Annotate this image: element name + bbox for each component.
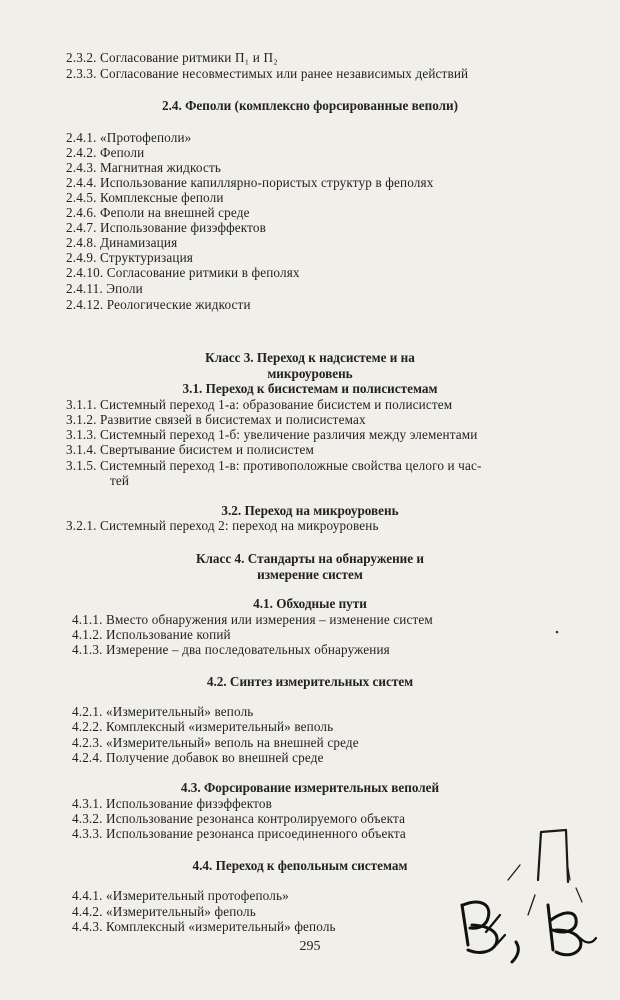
list-item: 3.1.2. Развитие связей в бисистемах и полисистемах [66, 412, 366, 427]
list-item: 2.4.6. Феполи на внешней среде [66, 205, 250, 220]
list-item: 4.4.1. «Измерительный протофеполь» [72, 888, 289, 903]
list-item: 4.2.1. «Измерительный» веполь [72, 704, 254, 719]
section-heading-4-3: 4.3. Форсирование измерительных веполей [180, 780, 440, 795]
list-item: 4.3.3. Использование резонанса присоединенного объекта [72, 826, 406, 841]
list-item: 4.3.2. Использование резонанса контролируемого объекта [72, 811, 406, 826]
section-heading-3-1: 3.1. Переход к бисистемам и полисистемам [182, 381, 438, 396]
list-item: 4.1.3. Измерение – два последовательных обнаружения [72, 642, 390, 657]
section-heading-4-4: 4.4. Переход к фепольным системам [192, 858, 408, 873]
list-item: 2.4.5. Комплексные феполи [66, 190, 224, 205]
section-heading-4-2: 4.2. Синтез измерительных систем [206, 674, 414, 689]
page-number: 295 [299, 939, 321, 954]
list-item: 4.4.3. Комплексный «измерительный» феполь [72, 919, 336, 934]
list-item: 3.1.5. Системный переход 1-в: противоположные свойства целого и час- [66, 458, 482, 473]
list-item: 3.1.4. Свертывание бисистем и полисистем [66, 442, 314, 457]
list-item: 2.4.9. Структуризация [66, 250, 194, 265]
list-item: 2.4.12. Реологические жидкости [66, 297, 251, 312]
list-item: 3.1.1. Системный переход 1-а: образование бисистем и полисистем [66, 397, 453, 412]
handwritten-strokes [508, 865, 582, 915]
list-item-continuation: тей [110, 473, 130, 488]
list-item: 4.1.1. Вместо обнаружения или измерения – изменение систем [72, 612, 433, 627]
list-item: 2.4.4. Использование капиллярно-пористых структур в феполях [66, 175, 434, 190]
class-3-heading-line2: микроуровень [267, 366, 353, 381]
handwritten-letter-p [538, 830, 568, 882]
list-item: 2.4.7. Использование физэффектов [66, 220, 267, 235]
list-item: 4.3.1. Использование физэффектов [72, 796, 273, 811]
list-item: 4.2.3. «Измерительный» веполь на внешней среде [72, 735, 359, 750]
list-item: 2.3.2. Согласование ритмики П₁ и П₂ [66, 50, 278, 65]
list-item: 2.3.3. Согласование несовместимых или ранее независимых действий [66, 66, 469, 81]
class-4-heading-line2: измерение систем [257, 567, 363, 582]
list-item: 3.1.3. Системный переход 1-б: увеличение различия между элементами [66, 427, 478, 442]
section-heading-3-2: 3.2. Переход на микроуровень [221, 503, 399, 518]
list-item: 2.4.11. Эполи [66, 281, 143, 296]
class-3-heading-line1: Класс 3. Переход к надсистеме и на [205, 350, 415, 365]
list-item: 4.2.4. Получение добавок во внешней среде [72, 750, 324, 765]
list-item: 4.1.2. Использование копий [72, 627, 231, 642]
speck [556, 631, 559, 634]
section-heading-4-1: 4.1. Обходные пути [253, 596, 367, 611]
section-heading-2-4: 2.4. Феполи (комплексно форсированные веполи) [161, 98, 458, 113]
list-item: 4.2.2. Комплексный «измерительный» веполь [72, 719, 334, 734]
list-item: 2.4.3. Магнитная жидкость [66, 160, 222, 175]
list-item: 2.4.8. Динамизация [66, 235, 178, 250]
class-4-heading-line1: Класс 4. Стандарты на обнаружение и [195, 551, 425, 566]
list-item: 2.4.2. Феполи [66, 145, 145, 160]
list-item: 4.4.2. «Измерительный» феполь [72, 904, 256, 919]
list-item: 2.4.1. «Протофеполи» [66, 130, 192, 145]
list-item: 2.4.10. Согласование ритмики в феполях [66, 265, 300, 280]
list-item: 3.2.1. Системный переход 2: переход на микроуровень [66, 518, 379, 533]
